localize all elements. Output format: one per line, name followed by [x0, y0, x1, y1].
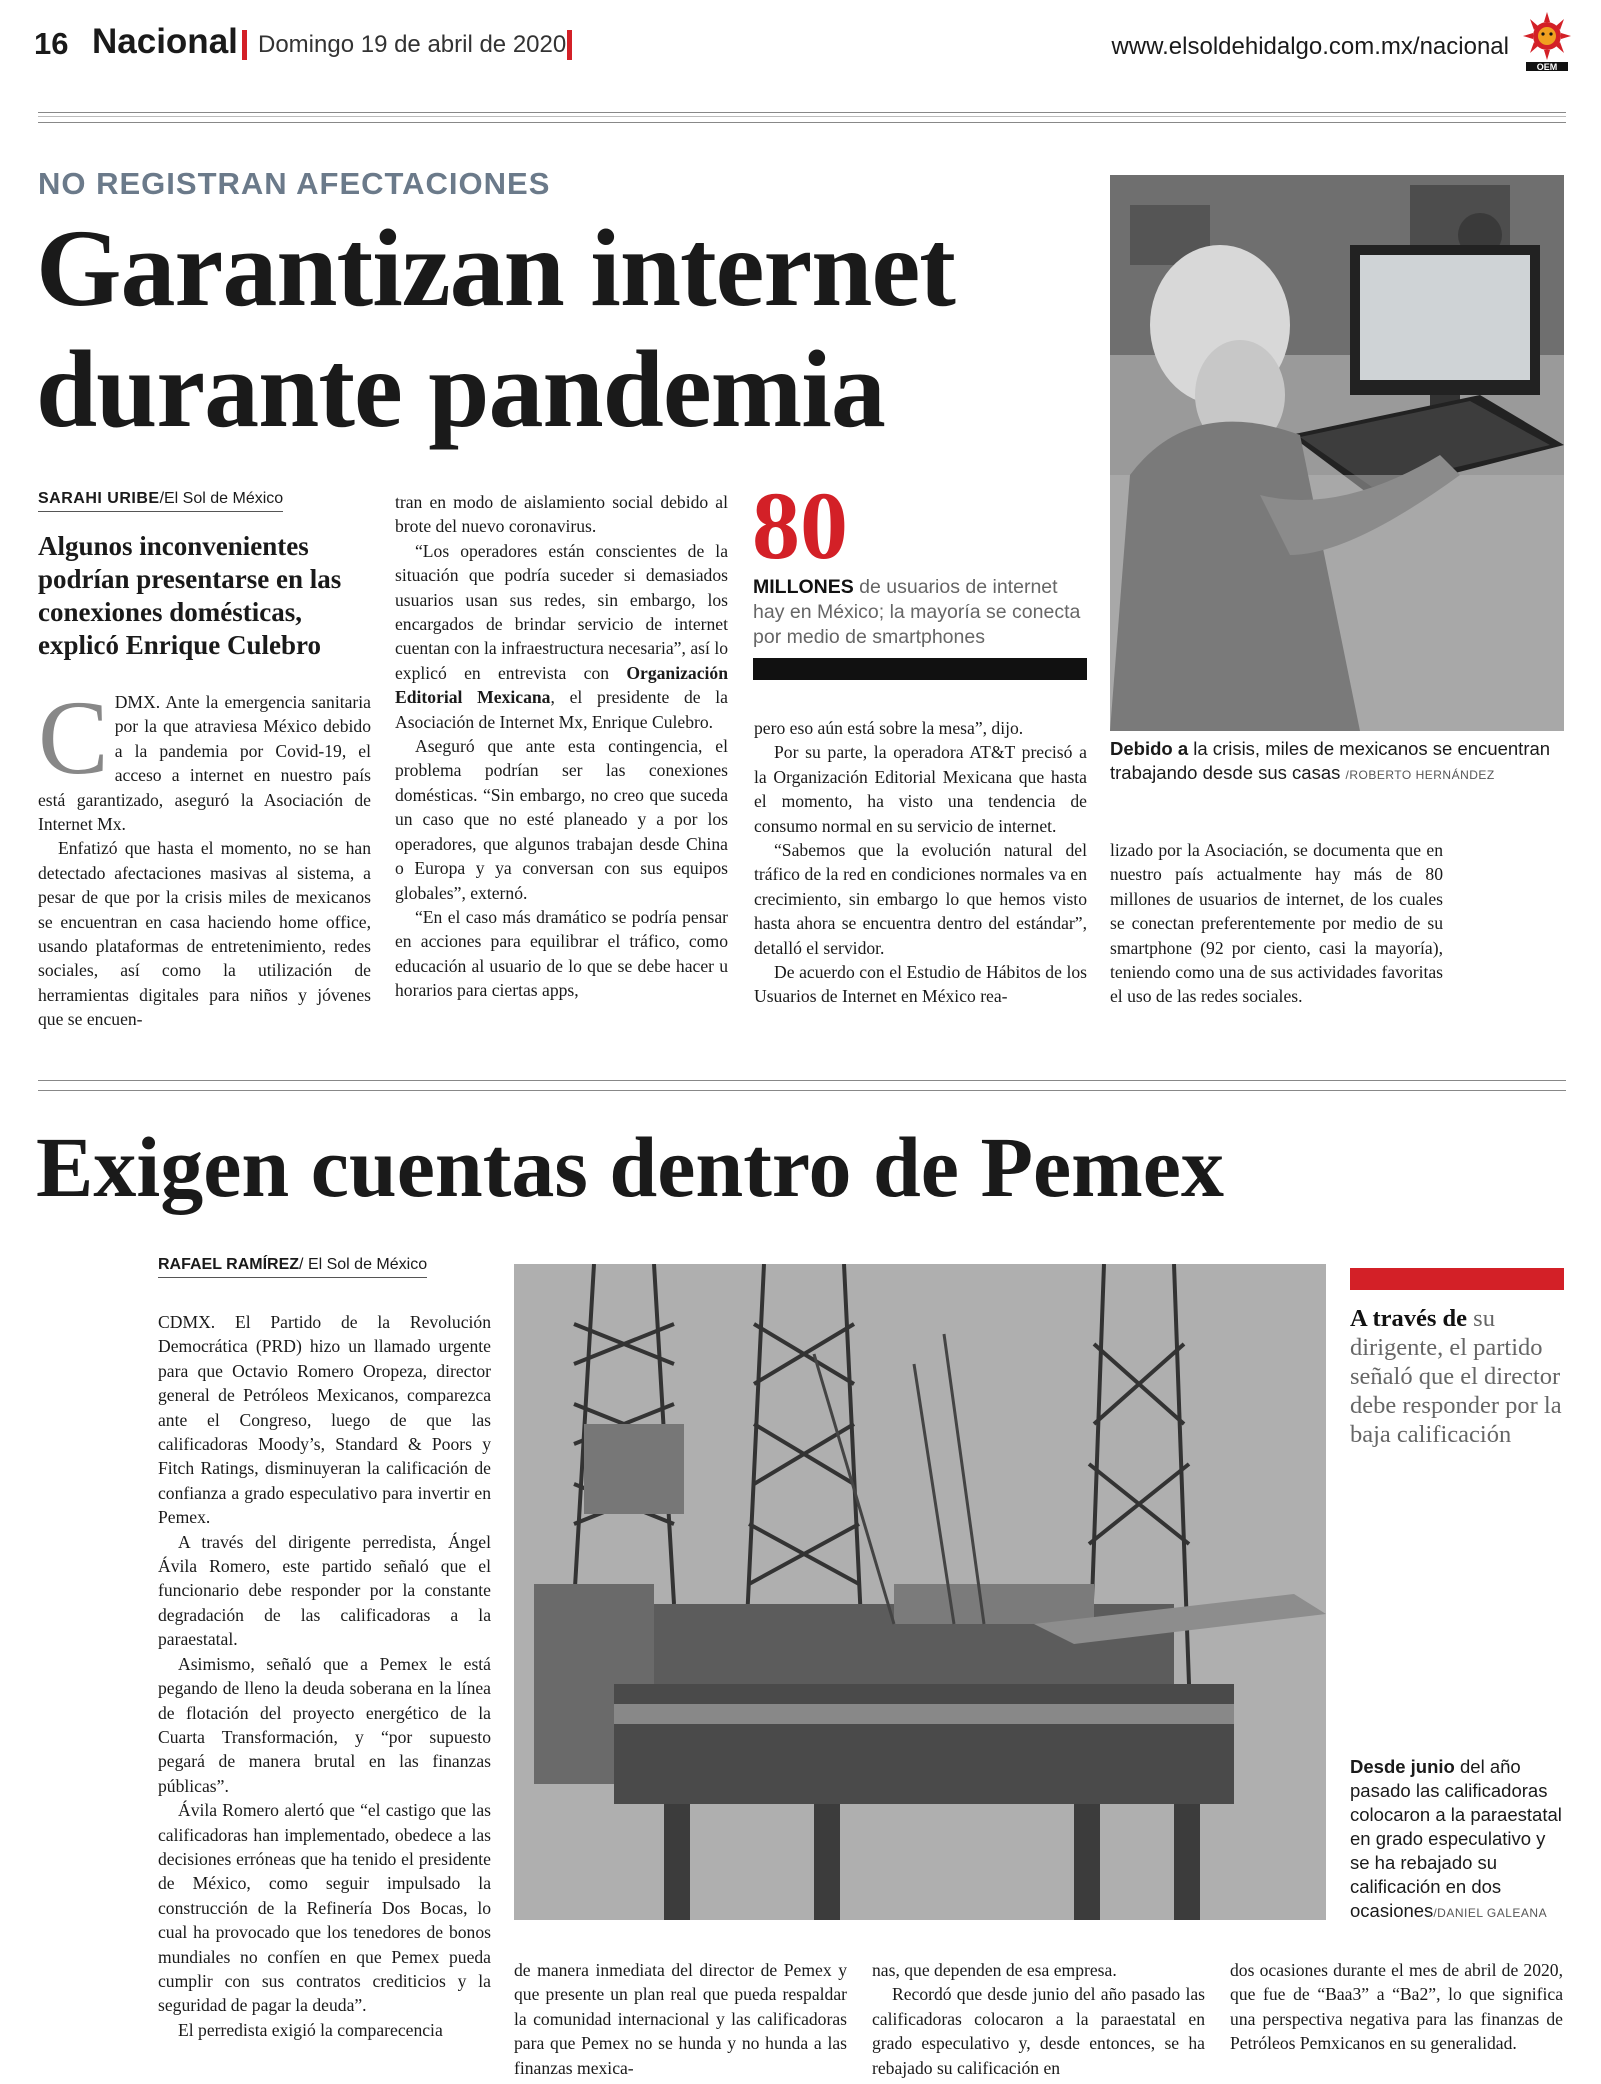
headline-line: Garantizan internet	[36, 207, 955, 329]
caption-lead: Desde junio	[1350, 1756, 1455, 1777]
caption-lead: Debido a	[1110, 738, 1189, 759]
photo-credit: /ROBERTO HERNÁNDEZ	[1345, 768, 1495, 782]
article2-column-1	[158, 1310, 491, 2042]
section-name: Nacional	[92, 22, 238, 61]
stat-number: 80	[752, 472, 848, 579]
article2-byline	[158, 1256, 427, 1278]
stat-description	[753, 575, 1093, 650]
photo-credit: /DANIEL GALEANA	[1433, 1906, 1548, 1920]
paragraph: lizado por la Asociación, se documenta que en nuestro país actualmente hay más de 80 millones de usuarios de internet, de los cuales se conectan preferentemente por medio de su smartphone (92 por ciento, casi la mayoría), teniendo como una de sus actividades favoritas el uso de las redes sociales.	[1110, 840, 1443, 1007]
header-rule	[38, 112, 1566, 123]
pullquote-text: su dirigente, el partido señaló que el director debe responder por la baja calificación	[1350, 1305, 1562, 1448]
paragraph: Recordó que desde junio del año pasado las calificadoras colocaron a la paraestatal en grado especulativo y, desde entonces, se ha rebajado su calificación en	[872, 1984, 1205, 2078]
stat-unit: MILLONES	[753, 576, 854, 598]
paragraph: Ávila Romero alertó que “el castigo que las calificadoras han implementado, obedece a las decisiones erróneas que ha tenido el presidente de México, como seguir impulsado la construcción de la Refinería Dos Bocas, lo cual ha provocado que los tenedores de bonos mundiales no confíen en que Pemex pueda cumplir con sus contratos crediticios y la seguridad de pagar la deuda”.	[158, 1800, 491, 2016]
paragraph: nas, que dependen de esa empresa.	[872, 1960, 1117, 1980]
article2-column-4	[1230, 1958, 1563, 2056]
photo-offshore-oil-platform	[514, 1264, 1326, 1920]
byline-author: SARAHI URIBE	[38, 490, 160, 507]
paragraph	[395, 539, 728, 734]
paragraph: dos ocasiones durante el mes de abril de 2020, que fue de “Baa3” a “Ba2”, lo que significa una perspectiva negativa para las finanzas de Petróleos Pemxicanos en su generalidad.	[1230, 1960, 1563, 2054]
photo2-caption	[1350, 1755, 1565, 1925]
stat-text: de usuarios de internet hay en México; la mayoría se conecta por medio de smartphones	[753, 576, 1081, 648]
article2-column-3	[872, 1958, 1205, 2080]
article2-column-2	[514, 1958, 847, 2080]
article1-headline	[36, 208, 1096, 450]
oem-sun-logo-icon	[1516, 10, 1578, 72]
paragraph: Aseguró que ante esta contingencia, el problema podrían ser las conexiones domésticas. “Sin embargo, no creo que suceda un caso que no esté planeado y a por los operadores, que algunos trabajan desde China o Europa y ya conversan con sus equipos globales”, externó.	[395, 736, 728, 903]
organization-name: Organización Editorial Mexicana	[395, 662, 728, 708]
paragraph: De acuerdo con el Estudio de Hábitos de los Usuarios de Internet en México rea-	[754, 962, 1087, 1007]
page-number: 16	[34, 26, 69, 61]
article1-column-2	[395, 490, 728, 1003]
article1-byline	[38, 490, 283, 512]
pullquote-bar	[1350, 1268, 1564, 1290]
article1-column-3	[754, 716, 1087, 1009]
paragraph: Por su parte, la operadora AT&T precisó a la Organización Editorial Mexicana que hasta el momento, ha visto una tendencia de consumo normal en su servicio de internet.	[754, 742, 1087, 836]
paragraph: Asimismo, señaló que a Pemex le está pegando de lleno la deuda soberana en la línea de flotación del proyecto energético de la Cuarta Transformación, y “por supuesto pegará de manera brutal en las finanzas públicas”.	[158, 1653, 491, 1796]
article2-headline: Exigen cuentas dentro de Pemex	[36, 1119, 1224, 1215]
paragraph: “Sabemos que la evolución natural del tráfico de la red en condiciones normales va en crecimiento, sin embargo lo que hemos visto hasta ahora se encuentra dentro del estándar”, detalló el servidor.	[754, 840, 1087, 958]
article1-column-4	[1110, 838, 1443, 1009]
issue-date: Domingo 19 de abril de 2020	[258, 31, 567, 58]
paragraph: “En el caso más dramático se podría pensar en acciones para equilibrar el tráfico, como educación al usuario de lo que se debe hacer u horarios para ciertas apps,	[395, 906, 728, 1001]
paragraph: El perredista exigió la comparecencia	[178, 2019, 443, 2040]
byline-outlet: / El Sol de México	[299, 1256, 428, 1273]
byline-author: RAFAEL RAMÍREZ	[158, 1256, 300, 1273]
paragraph-text: , el presidente de la Asociación de Internet Mx, Enrique Culebro.	[395, 687, 728, 732]
stat-bar	[753, 658, 1087, 680]
paragraph-text: “Los operadores están conscientes de la situación que podría suceder si demasiados usuarios usan sus redes, sin embargo, los encargados de brindar servicio de internet cuentan con la infraestructura necesaria”, así lo explicó en entrevista con	[395, 540, 728, 683]
paragraph: DMX. Ante la emergencia sanitaria por la que atraviesa México debido a la pandemia por Covid-19, el acceso a internet en nuestro país está garantizado, aseguró la Asociación de Internet Mx.	[38, 692, 371, 835]
section-url[interactable]: www.elsoldehidalgo.com.mx/nacional	[1111, 33, 1509, 60]
paragraph: tran en modo de aislamiento social debido al brote del nuevo coronavirus.	[395, 492, 728, 537]
header-divider	[242, 30, 247, 60]
paragraph: de manera inmediata del director de Pemex y que presente un plan real que pueda respaldar la comunidad internacional y las calificadoras para que Pemex no se hunda y no hunda a las finanzas mexica-	[514, 1960, 847, 2078]
header-divider	[567, 30, 572, 60]
logo-text: OEM	[1536, 62, 1558, 72]
article1-column-1	[38, 679, 371, 1032]
headline-line: durante pandemia	[36, 328, 885, 450]
drop-cap: C	[38, 679, 109, 796]
paragraph: CDMX. El Partido de la Revolución Democrática (PRD) hizo un llamado urgente para que Octavio Romero Oropeza, director general de Petróleos Mexicanos, comparezca ante el Congreso, luego de que las calificadoras Moody’s, Standard & Poors y Fitch Ratings, disminuyeran la calificación de confianza a grado especulativo para invertir en Pemex.	[158, 1312, 491, 1528]
pullquote-lead: A través de	[1350, 1305, 1468, 1332]
paragraph: pero eso aún está sobre la mesa”, dijo.	[754, 718, 1024, 738]
paragraph: A través del dirigente perredista, Ángel Ávila Romero, este partido señaló que el funcionario debe responder por la constante degradación de las calificadoras a la paraestatal.	[158, 1531, 491, 1650]
section-rule	[38, 1080, 1566, 1091]
caption-text: la crisis, miles de mexicanos se encuentran trabajando desde sus casas	[1110, 738, 1551, 783]
caption-text: del año pasado las calificadoras colocaron a la paraestatal en grado especulativo y se ha rebajado su calificación en dos ocasiones	[1350, 1756, 1562, 1921]
pullquote	[1350, 1304, 1565, 1449]
article1-kicker: NO REGISTRAN AFECTACIONES	[38, 166, 551, 201]
article1-dek: Algunos inconvenientes podrían presentarse en las conexiones domésticas, explicó Enrique Culebro	[38, 531, 342, 660]
photo-woman-at-computer	[1110, 175, 1564, 731]
byline-outlet: /El Sol de México	[159, 490, 284, 507]
paragraph: Enfatizó que hasta el momento, no se han detectado afectaciones masivas al sistema, a pesar de que por la crisis miles de mexicanos se encuentran en casa haciendo home office, usando plataformas de entretenimiento, redes sociales, así como la utilización de herramientas digitales para niños y jóvenes que se encuen-	[38, 838, 371, 1030]
photo1-caption	[1110, 737, 1570, 787]
